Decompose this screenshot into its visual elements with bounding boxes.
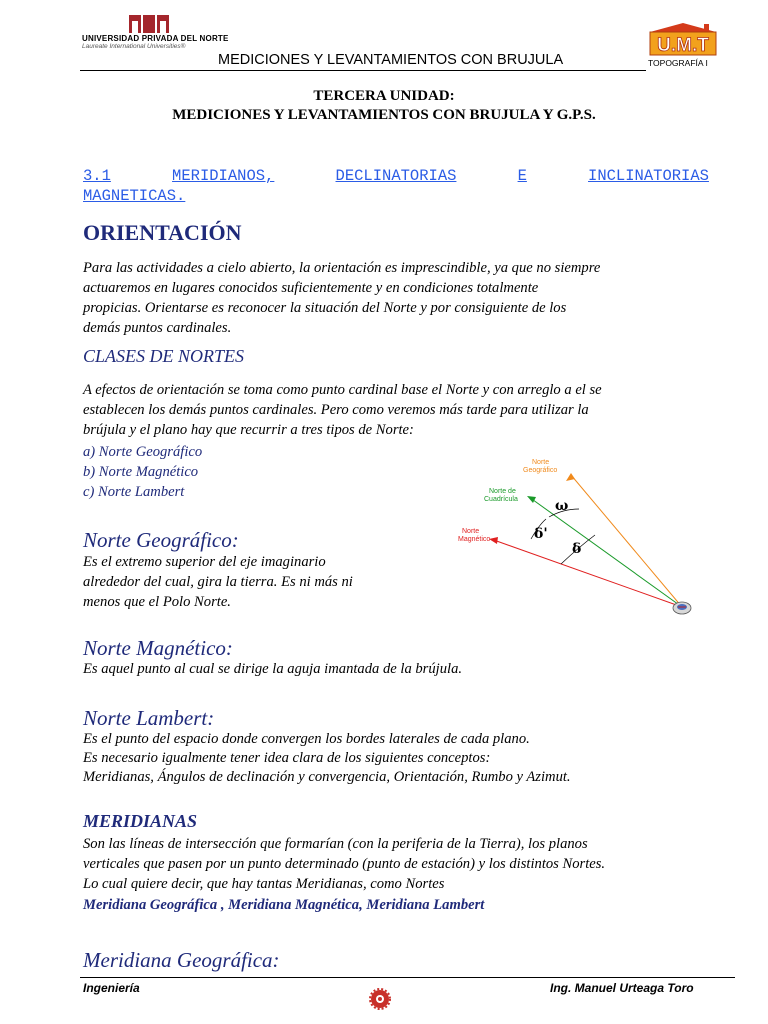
paragraph-norte-magnetico: Es aquel punto al cual se dirige la aguja imantada de la brújula. [83, 661, 463, 677]
unit-title: TERCERA UNIDAD: [313, 88, 455, 104]
text-line: alrededor del cual, gira la tierra. Es ni más ni [83, 574, 353, 590]
arrow-cuadricula-icon [527, 496, 536, 503]
heading-meridianas: MERIDIANAS [83, 811, 198, 831]
list-item: a) Norte Geográfico [83, 444, 203, 460]
section-word: 3.1 [83, 167, 111, 185]
text-line: propicias. Orientarse es reconocer la situación del Norte y por consiguiente de los [83, 300, 567, 316]
label-norte-cuadricula-2: Cuadrícula [484, 496, 518, 503]
text-line: Son las líneas de intersección que formarían (con la periferia de la Tierra), los planos [83, 836, 588, 852]
footer-divider [80, 977, 735, 978]
section-heading-line2: MAGNETICAS. [83, 187, 186, 205]
heading-norte-magnetico: Norte Magnético: [83, 636, 233, 660]
umt-logo-icon [646, 22, 720, 56]
section-word: DECLINATORIAS [335, 167, 457, 185]
text-line: Es el extremo superior del eje imaginario [83, 554, 326, 570]
nortes-diagram [445, 455, 710, 625]
text-line: demás puntos cardinales. [83, 320, 232, 336]
text-line: establecen los demás puntos cardinales. Pero como veremos más tarde para utilizar la [83, 402, 589, 418]
label-norte-magnetico: Norte [462, 528, 480, 535]
unit-subtitle: MEDICIONES Y LEVANTAMIENTOS CON BRUJULA Y G.P.S. [172, 107, 596, 123]
section-word: INCLINATORIAS [588, 167, 709, 185]
text-line: brújula y el plano hay que recurrir a tres tipos de Norte: [83, 422, 414, 438]
heading-orientacion: ORIENTACIÓN [83, 220, 242, 245]
angle-delta-prime-label: δ' [534, 526, 548, 542]
gear-logo-icon [369, 988, 391, 1010]
angle-delta-label: δ [572, 541, 582, 557]
header-divider [80, 70, 646, 71]
footer-author: Ing. Manuel Urteaga Toro [550, 981, 694, 995]
arrow-geografico-icon [566, 473, 575, 481]
text-line: Lo cual quiere decir, que hay tantas Meridianas, como Nortes [83, 876, 445, 892]
list-item: c) Norte Lambert [83, 484, 185, 500]
paragraph-meridianas [83, 834, 709, 894]
footer-left-text: Ingeniería [83, 981, 140, 995]
course-label: TOPOGRAFÍA I [648, 58, 708, 68]
university-network: Laureate International Universities® [82, 43, 186, 50]
list-item: b) Norte Magnético [83, 464, 199, 480]
paragraph-clases [83, 380, 709, 440]
section-heading-link[interactable] [83, 166, 709, 206]
header-title: MEDICIONES Y LEVANTAMIENTOS CON BRUJULA [218, 52, 564, 68]
text-line: menos que el Polo Norte. [83, 594, 231, 610]
norte-cuadricula-line [529, 497, 682, 607]
heading-norte-lambert: Norte Lambert: [83, 706, 215, 730]
section-word: E [517, 167, 527, 185]
heading-meridiana-geografica: Meridiana Geográfica: [83, 948, 280, 972]
heading-clases-de-nortes: CLASES DE NORTES [83, 346, 245, 366]
umt-logo-text: U.M.T [657, 35, 709, 56]
text-line: Es necesario igualmente tener idea clara de los siguientes conceptos: [83, 750, 491, 766]
university-name: UNIVERSIDAD PRIVADA DEL NORTE [82, 34, 229, 43]
label-norte-cuadricula: Norte de [489, 488, 516, 495]
angle-omega-label: ω [555, 498, 569, 514]
arrow-magnetico-icon [489, 537, 498, 544]
heading-norte-geografico: Norte Geográfico: [83, 528, 239, 552]
text-line: actuaremos en lugares conocidos suficientemente y en condiciones totalmente [83, 280, 539, 296]
text-line: Es el punto del espacio donde convergen los bordes laterales de cada plano. [83, 731, 530, 747]
label-norte-geografico-2: Geográfico [523, 467, 558, 474]
text-line: A efectos de orientación se toma como punto cardinal base el Norte y con arreglo a el se [83, 382, 602, 398]
meridianas-list: Meridiana Geográfica , Meridiana Magnética, Meridiana Lambert [83, 897, 485, 913]
text-line: Para las actividades a cielo abierto, la orientación es imprescindible, ya que no siempre [83, 260, 601, 276]
compass-icon [673, 602, 691, 614]
paragraph-orientacion [83, 258, 709, 338]
section-word: MERIDIANOS, [172, 167, 275, 185]
paragraph-norte-geografico [83, 552, 433, 612]
text-line: verticales que pasen por un punto determinado (punto de estación) y los distintos Nortes. [83, 856, 606, 872]
university-logo-icon [128, 14, 170, 34]
text-line: Meridianas, Ángulos de declinación y convergencia, Orientación, Rumbo y Azimut. [83, 769, 571, 785]
label-norte-geografico: Norte [532, 459, 550, 466]
label-norte-magnetico-2: Magnético [458, 536, 491, 543]
